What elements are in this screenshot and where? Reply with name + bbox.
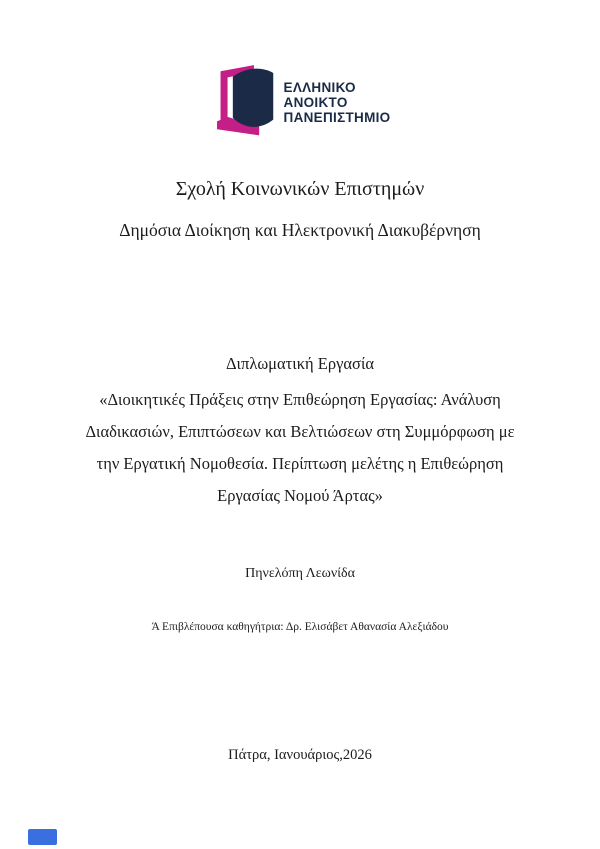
open-book-icon — [210, 64, 275, 140]
logo-line-3: ΠΑΝΕΠΙΣΤΗΜΙΟ — [283, 109, 391, 125]
supervisor-line: Ά Επιβλέπουσα καθηγήτρια: Δρ. Ελισάβετ Αθανασία Αλεξιάδου — [151, 621, 449, 633]
place-date: Πάτρα, Ιανουάριος,2026 — [228, 747, 372, 763]
thesis-title-line: Εργασίας Νομού Άρτας» — [217, 486, 383, 505]
logo-wordmark — [284, 80, 391, 125]
link-annotation-marker — [28, 829, 57, 845]
program-title: Δημόσια Διοίκηση και Ηλεκτρονική Διακυβέρνηση — [119, 220, 481, 240]
thesis-title-line: την Εργατική Νομοθεσία. Περίπτωση μελέτης η Επιθεώρηση — [96, 454, 504, 473]
thesis-type-label: Διπλωματική Εργασία — [225, 354, 375, 373]
author-name: Πηνελόπη Λεωνίδα — [245, 566, 355, 581]
logo-line-1: ΕΛΛΗΝΙΚΟ — [283, 79, 356, 95]
school-title: Σχολή Κοινωνικών Επιστημών — [175, 178, 425, 200]
thesis-title — [40, 384, 560, 512]
university-logo — [0, 64, 600, 140]
thesis-title-line: «Διοικητικές Πράξεις στην Επιθεώρηση Εργασίας: Ανάλυση — [99, 390, 501, 409]
thesis-title-line: Διαδικασιών, Επιπτώσεων και Βελτιώσεων στη Συμμόρφωση με — [85, 422, 515, 441]
logo-line-2: ΑΝΟΙΚΤΟ — [283, 94, 348, 110]
